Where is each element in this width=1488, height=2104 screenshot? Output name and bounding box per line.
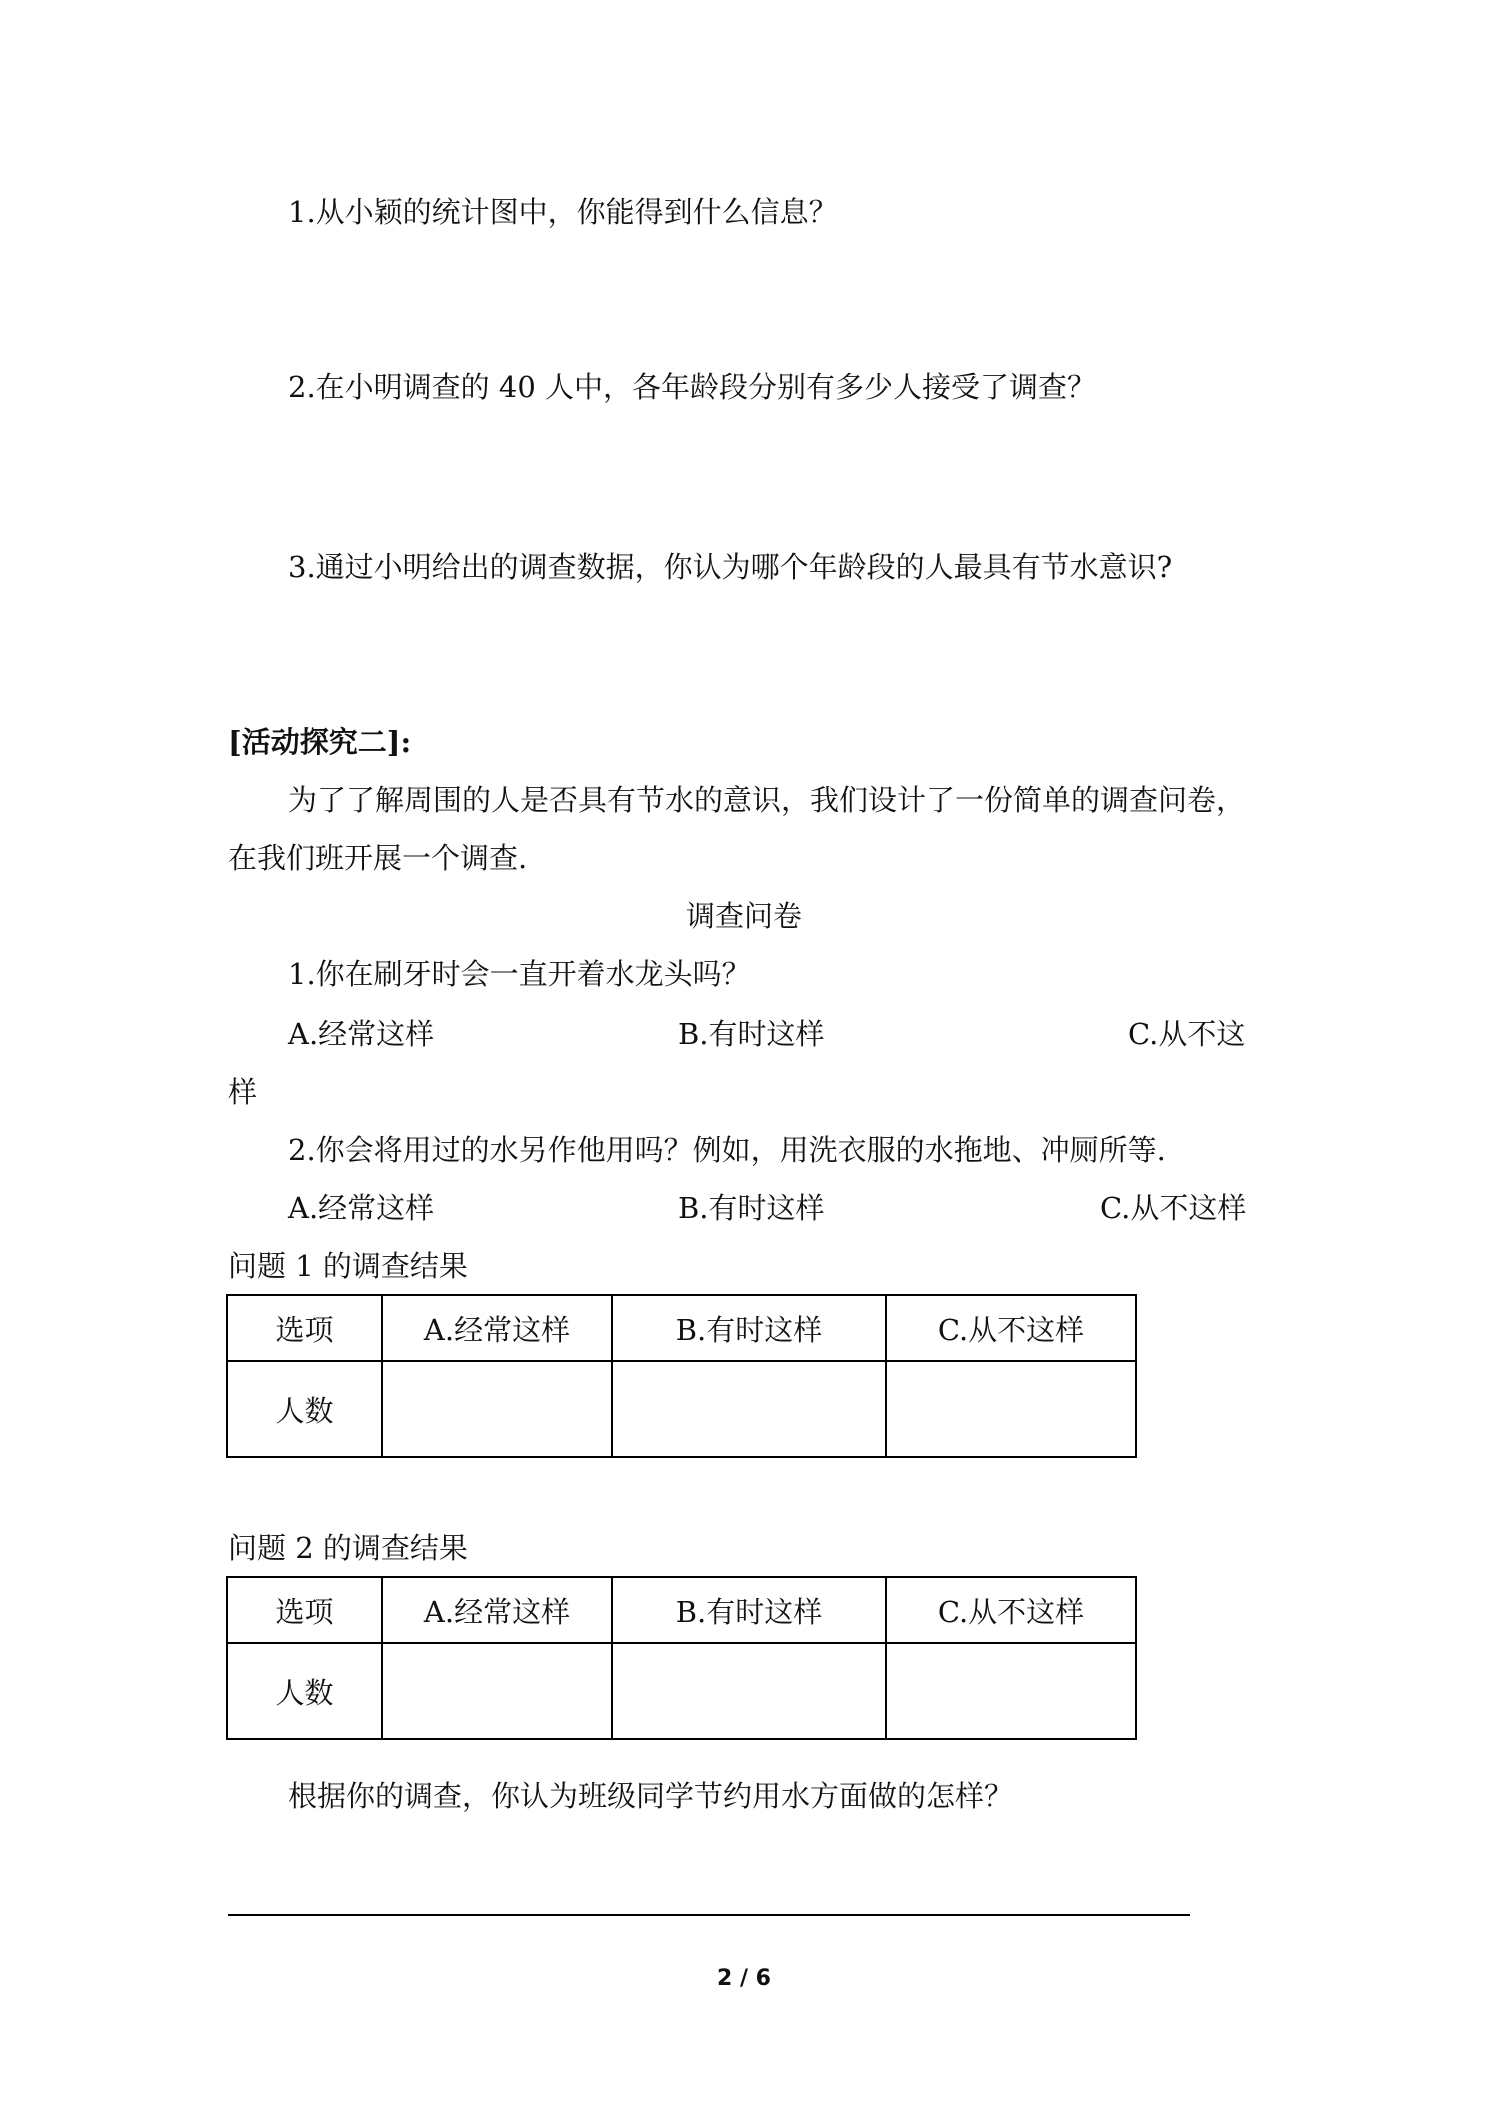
q2-option-a: A.经常这样 <box>288 1191 435 1225</box>
survey-question-1: 1.你在刷牙时会一直开着水龙头吗？ <box>288 957 751 991</box>
q2-option-b: B.有时这样 <box>678 1191 825 1225</box>
q1-option-c-wrap: 样 <box>228 1075 258 1109</box>
activity-intro-line2: 在我们班开展一个调查. <box>228 841 528 875</box>
q2-option-c: C.从不这样 <box>1100 1191 1247 1225</box>
results-table-1 <box>226 1294 1137 1458</box>
table1-caption: 问题 1 的调查结果 <box>228 1249 468 1283</box>
table-header-cell: A.经常这样 <box>382 1577 612 1643</box>
table2-caption: 问题 2 的调查结果 <box>228 1531 468 1565</box>
table-header-row <box>227 1295 1136 1361</box>
table-cell <box>886 1643 1136 1739</box>
question-3: 3.通过小明给出的调查数据，你认为哪个年龄段的人最具有节水意识? <box>288 550 1173 584</box>
q1-option-a: A.经常这样 <box>288 1017 435 1051</box>
q1-option-b: B.有时这样 <box>678 1017 825 1051</box>
table-header-cell: B.有时这样 <box>612 1577 886 1643</box>
question-2: 2.在小明调查的 40 人中，各年龄段分别有多少人接受了调查？ <box>288 370 1097 404</box>
q1-option-c: C.从不这 <box>1128 1017 1246 1051</box>
table-cell: 人数 <box>227 1643 382 1739</box>
results-table-2 <box>226 1576 1137 1740</box>
table-header-cell: A.经常这样 <box>382 1295 612 1361</box>
conclusion-question: 根据你的调查，你认为班级同学节约用水方面做的怎样？ <box>288 1779 1014 1813</box>
table-cell <box>382 1361 612 1457</box>
page-number: 2 / 6 <box>717 1966 771 1991</box>
table-cell <box>886 1361 1136 1457</box>
table-row <box>227 1643 1136 1739</box>
table-header-cell: B.有时这样 <box>612 1295 886 1361</box>
table-header-cell: 选项 <box>227 1295 382 1361</box>
table-header-row <box>227 1577 1136 1643</box>
table-header-cell: 选项 <box>227 1577 382 1643</box>
table-cell: 人数 <box>227 1361 382 1457</box>
activity-heading: [活动探究二]: <box>228 725 412 759</box>
table-cell <box>612 1643 886 1739</box>
table-row <box>227 1361 1136 1457</box>
table-cell <box>612 1361 886 1457</box>
survey-title: 调查问卷 <box>685 899 802 933</box>
table-cell <box>382 1643 612 1739</box>
question-1: 1.从小颖的统计图中，你能得到什么信息？ <box>288 195 838 229</box>
survey-question-2: 2.你会将用过的水另作他用吗？例如，用洗衣服的水拖地、冲厕所等. <box>288 1133 1166 1167</box>
table-header-cell: C.从不这样 <box>886 1577 1136 1643</box>
activity-intro-line1: 为了了解周围的人是否具有节水的意识，我们设计了一份简单的调查问卷， <box>288 783 1246 817</box>
table-header-cell: C.从不这样 <box>886 1295 1136 1361</box>
answer-line[interactable] <box>228 1914 1190 1916</box>
